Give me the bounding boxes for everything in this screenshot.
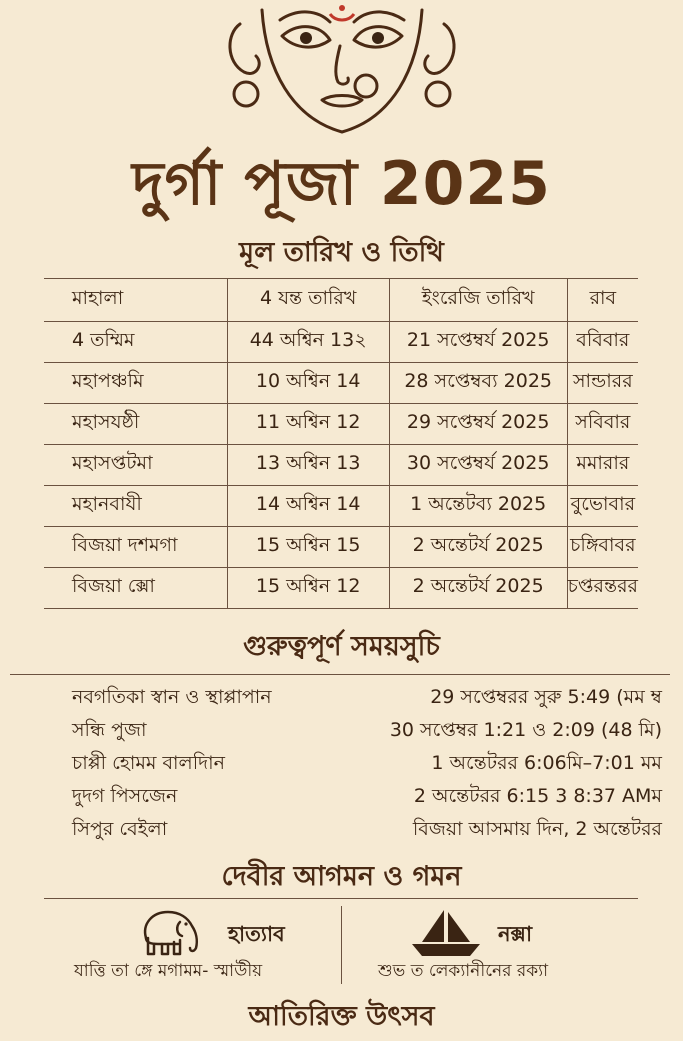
table-cell: 14 অশ্বিন 14 — [227, 486, 389, 527]
table-cell: মমারার — [567, 445, 638, 486]
list-item — [72, 782, 662, 815]
arrival-panel — [44, 906, 341, 986]
schedule-time: 2 অন্তেটরর 6:15 3 8:37 AMম — [413, 785, 662, 807]
divider — [44, 898, 638, 899]
schedule-time: 29 সপ্তেম্বরর সুরু 5:49 (মম ম্ব — [430, 686, 662, 708]
column-header: মাহালা — [44, 279, 227, 322]
departure-panel — [342, 906, 638, 986]
schedule-heading: গুরুত্বপূর্ণ সময়সুচি — [243, 631, 440, 662]
table-cell: 29 সপ্তেম্বর্য 2025 — [389, 404, 567, 445]
table-cell: 2 অন্তেটর্য 2025 — [389, 568, 567, 609]
table-header-row — [44, 279, 638, 322]
list-item — [72, 815, 662, 848]
schedule-time: 1 অন্তেটরর 6:06মি–7:01 মম — [431, 752, 662, 774]
schedule-list — [72, 683, 662, 848]
table-cell: চঙ্গিবাবর — [567, 527, 638, 568]
table-cell: চপ্তরন্তরর — [567, 568, 638, 609]
schedule-label: দুদগ পিসজেন — [72, 785, 178, 807]
arrival-description: যাত্তি তা ঙ্গে মগামম- স্মাউীয় — [74, 961, 263, 981]
boat-icon — [408, 908, 484, 958]
arrival-vehicle-name: হাত্যাব — [228, 922, 285, 946]
table-cell: 10 অশ্বিন 14 — [227, 363, 389, 404]
table-row — [44, 404, 638, 445]
table-cell: 13 অশ্বিন 13 — [227, 445, 389, 486]
list-item — [72, 683, 662, 716]
table-cell: ববিবার — [567, 322, 638, 363]
table-cell: মহানবাযী — [44, 486, 227, 527]
table-cell: সান্ডারর — [567, 363, 638, 404]
list-item — [72, 716, 662, 749]
schedule-label: সিপুর বেইলা — [72, 818, 168, 840]
table-cell: 4 তম্মিম — [44, 322, 227, 363]
table-cell: 2 অন্তেটর্য 2025 — [389, 527, 567, 568]
table-row — [44, 322, 638, 363]
table-cell: 30 সপ্তেম্বর্য 2025 — [389, 445, 567, 486]
table-cell: 28 সপ্তেম্বব্য 2025 — [389, 363, 567, 404]
table-cell: সবিবার — [567, 404, 638, 445]
extra-heading: আতিরিক্ত উৎসব — [248, 1001, 435, 1032]
table-cell: মহাসপ্তটমা — [44, 445, 227, 486]
page-title: দুর্গা পূজা 2025 — [132, 149, 551, 219]
divider — [10, 674, 670, 675]
schedule-time: 30 সপ্তেম্বর 1:21 ও 2:09 (48 মি) — [389, 719, 662, 741]
table-row — [44, 445, 638, 486]
table-cell: 21 সপ্তেম্বর্য 2025 — [389, 322, 567, 363]
table-row — [44, 527, 638, 568]
table-cell: বিজয়া দশমগা — [44, 527, 227, 568]
list-item — [72, 749, 662, 782]
column-header: ইংরেজি তারিখ — [389, 279, 567, 322]
schedule-label: চাপ্পী হোমম বালদিান — [72, 752, 225, 774]
schedule-label: নবগতিকা স্বান ও স্থাপ্পাপান — [72, 686, 272, 708]
table-cell: 1 অন্তেটব্য 2025 — [389, 486, 567, 527]
elephant-icon — [138, 908, 204, 958]
table-row — [44, 486, 638, 527]
table-cell: মহাপঞ্চমি — [44, 363, 227, 404]
dates-heading: মূল তারিখ ও তিথি — [239, 237, 444, 268]
dates-table — [44, 278, 638, 609]
departure-vehicle-name: নক্সা — [498, 922, 533, 946]
table-row — [44, 568, 638, 609]
table-cell: 11 অশ্বিন 12 — [227, 404, 389, 445]
table-cell: মহাসযষ্ঠী — [44, 404, 227, 445]
table-cell: 44 অশ্বিন 13২ — [227, 322, 389, 363]
column-header: 4 যন্ত তারিখ — [227, 279, 389, 322]
departure-description: শুভ ত লেক্যানীনের রক্যা — [378, 961, 549, 981]
column-header: রাব — [567, 279, 638, 322]
schedule-label: সন্ধি পুজা — [72, 719, 147, 741]
schedule-time: বিজয়া আসমায় দিন, 2 অন্তেটরর — [412, 818, 662, 840]
durga-face-icon — [222, 0, 462, 140]
vehicle-heading: দেবীর আগমন ও গমন — [221, 861, 462, 892]
table-cell: 15 অশ্বিন 15 — [227, 527, 389, 568]
table-cell: 15 অশ্বিন 12 — [227, 568, 389, 609]
table-cell: বিজয়া ক্সো — [44, 568, 227, 609]
table-cell: বুভোবার — [567, 486, 638, 527]
table-row — [44, 363, 638, 404]
